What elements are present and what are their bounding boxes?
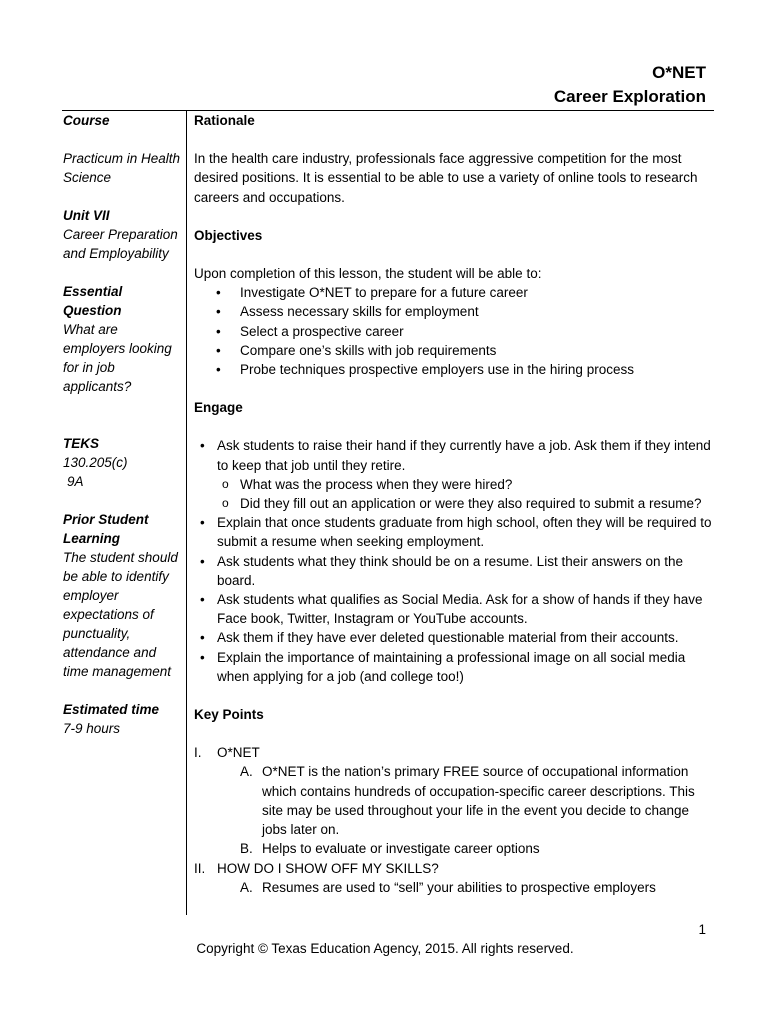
document-subtitle: Career Exploration xyxy=(553,87,706,106)
teks-block xyxy=(63,434,183,491)
sidebar xyxy=(63,111,183,757)
rationale-heading: Rationale xyxy=(194,113,255,128)
engage-item: • Ask them if they have ever deleted questionable material from their accounts. xyxy=(194,628,714,647)
estimated-time-value: 7-9 hours xyxy=(63,721,121,736)
key-subpoint-letter: B. xyxy=(240,841,253,857)
objectives-list xyxy=(194,283,714,379)
objective-item: • Investigate O*NET to prepare for a future career xyxy=(194,283,714,302)
prior-learning-label: Prior Student Learning xyxy=(63,512,149,546)
estimated-time-label: Estimated time xyxy=(63,702,160,717)
teks-value-2: 9A xyxy=(67,474,84,489)
unit-label: Unit VII xyxy=(63,208,110,223)
objectives-heading: Objectives xyxy=(194,227,263,243)
estimated-time-block xyxy=(63,700,183,738)
engage-heading: Engage xyxy=(194,400,243,416)
key-point xyxy=(194,743,714,762)
essential-question-value: What are employers looking for in job applicants? xyxy=(63,322,172,394)
prior-learning-value: The student should be able to identify employer expectations of punctuality, attendance and time management xyxy=(63,550,178,679)
unit-block xyxy=(63,206,183,263)
engage-item: • Ask students what they think should be on a resume. List their answers on the board. xyxy=(194,552,714,590)
rationale-text: In the health care industry, professionals face aggressive competition for the most desired positions. It is essential to be able to use a variety of online tools to research careers and occupations. xyxy=(194,151,698,205)
key-subpoint-text: O*NET is the nation’s primary FREE source of occupational information which contains hundreds of occupation-specific career descriptions. This site may be used throughout your life in the event you decide to change jobs later on. xyxy=(262,764,695,838)
objective-item: • Compare one’s skills with job requirements xyxy=(194,341,714,360)
key-subpoint-letter: A. xyxy=(240,879,253,895)
key-point-text: O*NET xyxy=(217,745,260,761)
engage-item-text: Ask students to raise their hand if they currently have a job. Ask them if they intend to keep that job until they retire. xyxy=(217,438,711,473)
column-divider xyxy=(186,110,187,915)
key-point xyxy=(194,859,714,878)
objective-item: • Probe techniques prospective employers use in the hiring process xyxy=(194,360,714,379)
key-subpoint xyxy=(194,878,714,897)
key-subpoint-letter: A. xyxy=(240,764,253,780)
teks-label: TEKS xyxy=(63,436,100,451)
engage-subitem: o What was the process when they were hired? xyxy=(194,475,714,494)
page-number: 1 xyxy=(698,922,706,937)
key-point-text: HOW DO I SHOW OFF MY SKILLS? xyxy=(217,860,439,876)
key-points-heading: Key Points xyxy=(194,707,264,723)
essential-question-label: Essential Question xyxy=(63,284,123,318)
engage-subitem: o Did they fill out an application or were they also required to submit a resume? xyxy=(194,494,714,513)
course-label: Course xyxy=(63,113,110,128)
engage-list xyxy=(194,436,714,686)
objective-item: • Select a prospective career xyxy=(194,322,714,341)
key-subpoint xyxy=(194,839,714,858)
copyright-notice: Copyright © Texas Education Agency, 2015. All rights reserved. xyxy=(196,941,574,956)
unit-value: Career Preparation and Employability xyxy=(63,227,178,261)
engage-item: • Explain that once students graduate from high school, often they will be required to submit a resume when seeking employment. xyxy=(194,513,714,551)
engage-item: • Ask students what qualifies as Social Media. Ask for a show of hands if they have Face book, Twitter, Instagram or YouTube accounts. xyxy=(194,590,714,628)
teks-value-1: 130.205(c) xyxy=(63,455,128,470)
key-subpoint xyxy=(194,762,714,839)
key-point-number: I. xyxy=(194,745,202,761)
prior-learning-block xyxy=(63,510,183,681)
document-title: O*NET xyxy=(652,63,706,82)
key-subpoint-text: Resumes are used to “sell” your abilities to prospective employers xyxy=(262,879,656,895)
engage-item: • Explain the importance of maintaining a professional image on all social media when applying for a job (and college too!) xyxy=(194,648,714,686)
objective-item: • Assess necessary skills for employment xyxy=(194,302,714,321)
engage-item xyxy=(194,436,714,513)
main-content xyxy=(194,111,714,897)
engage-sublist xyxy=(217,475,714,513)
key-point-number: II. xyxy=(194,860,206,876)
course-block xyxy=(63,111,183,130)
objectives-intro: Upon completion of this lesson, the student will be able to: xyxy=(194,266,542,282)
course-value: Practicum in Health Science xyxy=(63,151,181,185)
key-subpoint-text: Helps to evaluate or investigate career options xyxy=(262,841,540,857)
key-points-list xyxy=(194,743,714,897)
essential-question-block xyxy=(63,282,183,396)
